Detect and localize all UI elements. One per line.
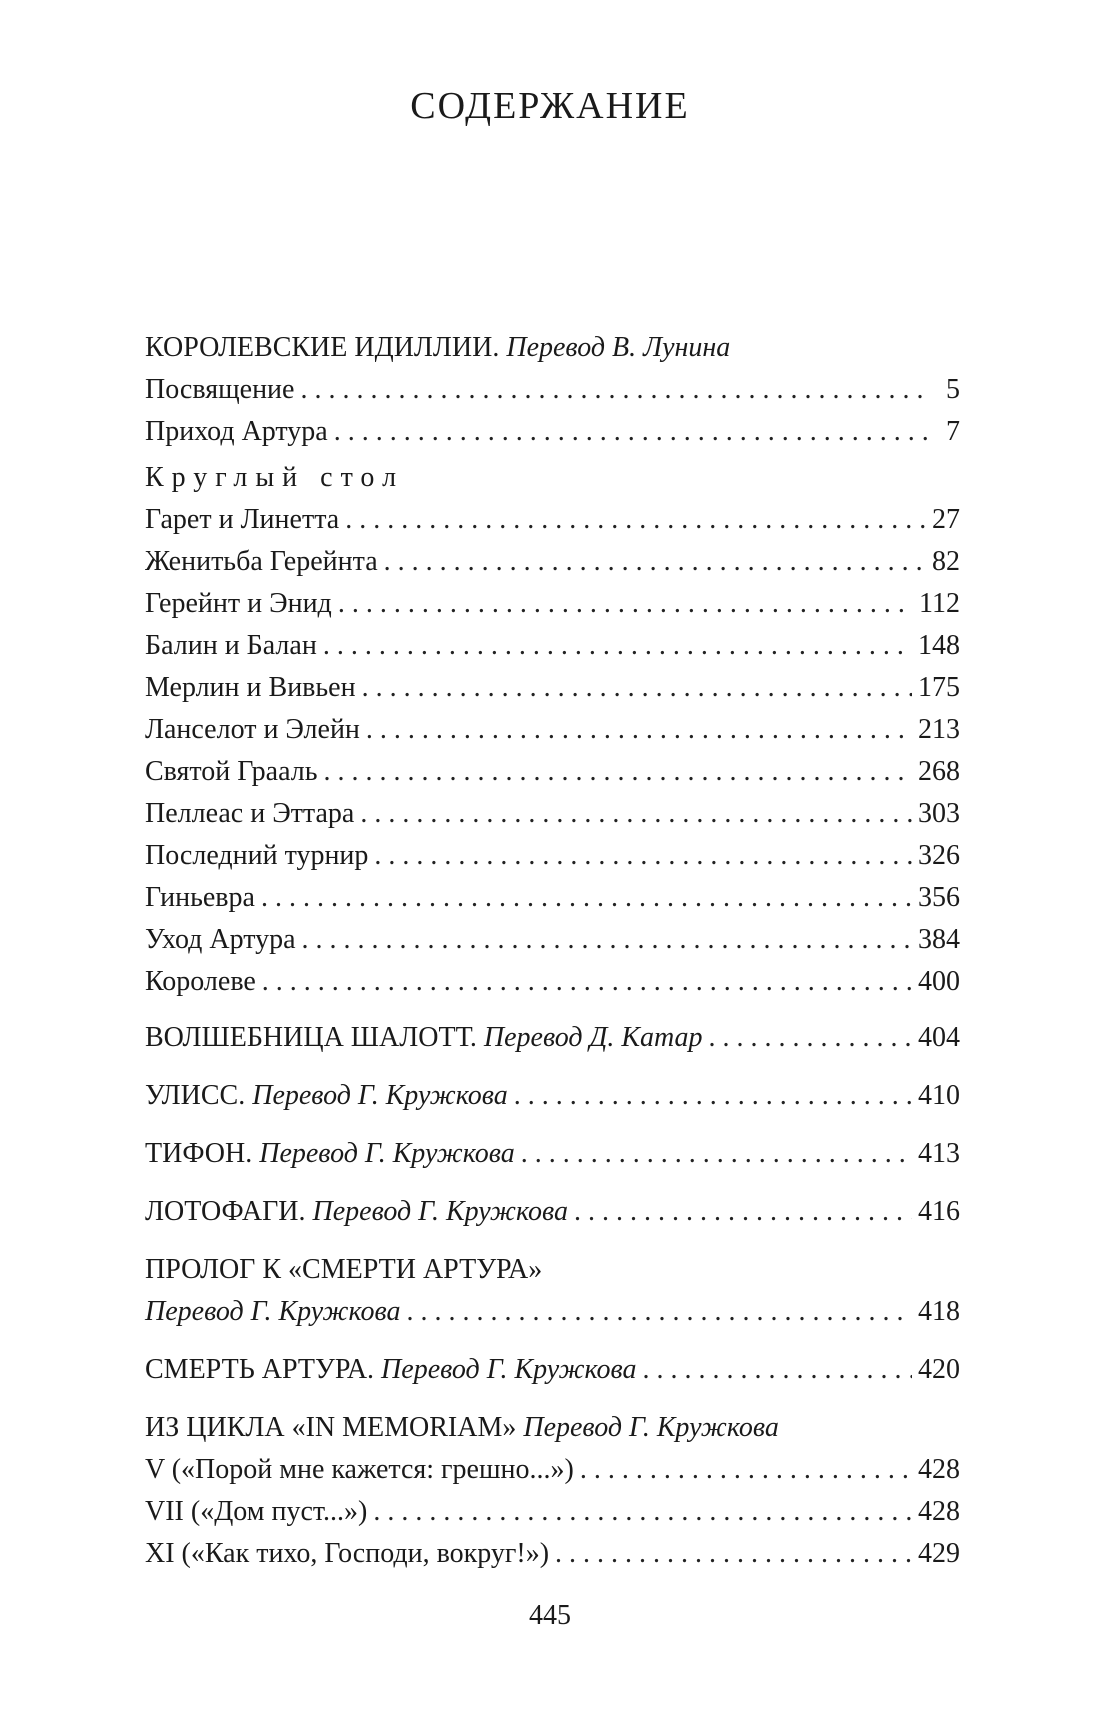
dot-leader [360, 793, 912, 835]
page-number: 303 [918, 798, 960, 829]
dot-leader [373, 1491, 912, 1533]
entry-title: Пеллеас и Эттара [145, 798, 355, 829]
dot-leader [643, 1349, 912, 1391]
entry-title: Приход Артура [145, 416, 328, 447]
toc-entry[interactable] [145, 583, 960, 625]
toc-entry[interactable] [145, 709, 960, 751]
toc-entry[interactable] [145, 667, 960, 709]
page-number: 404 [918, 1022, 960, 1053]
toc-entry-lotos[interactable] [145, 1191, 960, 1233]
page-number: 400 [918, 966, 960, 997]
page-number: 326 [918, 840, 960, 871]
translator: Перевод Г. Кружкова [252, 1080, 508, 1111]
entry-title: Уход Артура [145, 924, 296, 955]
page-number: 428 [918, 1454, 960, 1485]
section-heading [145, 1407, 960, 1449]
entry-title: Посвящение [145, 374, 295, 405]
page-number: 429 [918, 1538, 960, 1569]
entry-title: Гарет и Линетта [145, 504, 340, 535]
dot-leader [362, 667, 912, 709]
translator: Перевод Г. Кружкова [259, 1138, 515, 1169]
toc-entry[interactable] [145, 793, 960, 835]
toc-entry[interactable] [145, 411, 960, 453]
dot-leader [323, 625, 912, 667]
section-title: КОРОЛЕВСКИЕ ИДИЛЛИИ. [145, 332, 500, 363]
page-number: 213 [918, 714, 960, 745]
dot-leader [709, 1017, 912, 1059]
toc-entry[interactable] [145, 961, 960, 1003]
section-title: ЛОТОФАГИ. [145, 1196, 306, 1227]
entry-title: VII («Дом пуст...») [145, 1496, 368, 1527]
toc-entry[interactable] [145, 1491, 960, 1533]
section-title: ПРОЛОГ К «СМЕРТИ АРТУРА» [145, 1254, 543, 1285]
dot-leader [374, 835, 912, 877]
entry-title: Гиньевра [145, 882, 255, 913]
page-number: 82 [932, 546, 960, 577]
dot-leader [302, 919, 912, 961]
dot-leader [521, 1133, 912, 1175]
dot-leader [574, 1191, 912, 1233]
entry-title: Святой Грааль [145, 756, 318, 787]
subsection-heading: Круглый стол [145, 462, 405, 493]
entry-title: Балин и Балан [145, 630, 317, 661]
toc-entry[interactable] [145, 751, 960, 793]
section-title: СМЕРТЬ АРТУРА. [145, 1354, 375, 1385]
toc-entry-ulysses[interactable] [145, 1075, 960, 1117]
dot-leader [514, 1075, 912, 1117]
toc-entry[interactable] [145, 625, 960, 667]
toc-entry[interactable] [145, 835, 960, 877]
dot-leader [580, 1449, 912, 1491]
page-number: 384 [918, 924, 960, 955]
table-of-contents [145, 327, 960, 1575]
entry-title [145, 1133, 515, 1175]
translator: Перевод Г. Кружкова [145, 1296, 401, 1327]
dot-leader [406, 1291, 912, 1333]
dot-leader [262, 961, 912, 1003]
page-number: 27 [932, 504, 960, 535]
entry-title: Герейнт и Энид [145, 588, 332, 619]
entry-title: Мерлин и Вивьен [145, 672, 356, 703]
dot-leader [555, 1533, 912, 1575]
entry-title: Ланселот и Элейн [145, 714, 360, 745]
page-number: 148 [918, 630, 960, 661]
page-number: 5 [946, 374, 960, 405]
dot-leader [384, 541, 926, 583]
entry-title [145, 1017, 703, 1059]
toc-entry-morte[interactable] [145, 1349, 960, 1391]
entry-title: Королеве [145, 966, 256, 997]
section-title: ВОЛШЕБНИЦА ШАЛОТТ. [145, 1022, 477, 1053]
page-number: 428 [918, 1496, 960, 1527]
entry-title: V («Порой мне кажется: грешно...») [145, 1454, 574, 1485]
translator: Перевод Г. Кружкова [381, 1354, 637, 1385]
page-title: СОДЕРЖАНИЕ [410, 85, 690, 127]
toc-entry-shalott[interactable] [145, 1017, 960, 1059]
dot-leader [345, 499, 926, 541]
translator: Перевод В. Лунина [506, 332, 731, 363]
toc-entry[interactable] [145, 541, 960, 583]
toc-entry[interactable] [145, 499, 960, 541]
translator: Перевод Г. Кружкова [523, 1412, 779, 1443]
dot-leader [324, 751, 912, 793]
page-number: 112 [919, 588, 960, 619]
toc-entry[interactable] [145, 369, 960, 411]
dot-leader [338, 583, 913, 625]
section-title: ИЗ ЦИКЛА «IN MEMORIAM» [145, 1412, 517, 1443]
dot-leader [261, 877, 912, 919]
toc-entry[interactable] [145, 1449, 960, 1491]
page-number: 268 [918, 756, 960, 787]
section-heading [145, 327, 960, 369]
toc-entry-tithonus[interactable] [145, 1133, 960, 1175]
toc-entry[interactable] [145, 877, 960, 919]
dot-leader [334, 411, 930, 453]
toc-entry-prologue[interactable] [145, 1291, 960, 1333]
entry-title [145, 1191, 568, 1233]
page-number: 416 [918, 1196, 960, 1227]
entry-title: Женитьба Герейнта [145, 546, 378, 577]
translator: Перевод Г. Кружкова [312, 1196, 568, 1227]
section-title: ТИФОН. [145, 1138, 253, 1169]
dot-leader [366, 709, 912, 751]
toc-entry[interactable] [145, 919, 960, 961]
translator: Перевод Д. Катар [483, 1022, 703, 1053]
page-number: 356 [918, 882, 960, 913]
entry-title: XI («Как тихо, Господи, вокруг!») [145, 1538, 550, 1569]
page-number: 410 [918, 1080, 960, 1111]
entry-title [145, 1075, 508, 1117]
dot-leader [300, 369, 930, 411]
page-number-footer: 445 [529, 1600, 571, 1631]
entry-title [145, 1349, 637, 1391]
page-number: 175 [918, 672, 960, 703]
toc-entry[interactable] [145, 1533, 960, 1575]
page-number: 7 [946, 416, 960, 447]
section-title: УЛИСС. [145, 1080, 246, 1111]
entry-title: Последний турнир [145, 840, 369, 871]
section-idylls [145, 327, 960, 1003]
page-number: 420 [918, 1354, 960, 1385]
page-number: 418 [918, 1296, 960, 1327]
page-number: 413 [918, 1138, 960, 1169]
